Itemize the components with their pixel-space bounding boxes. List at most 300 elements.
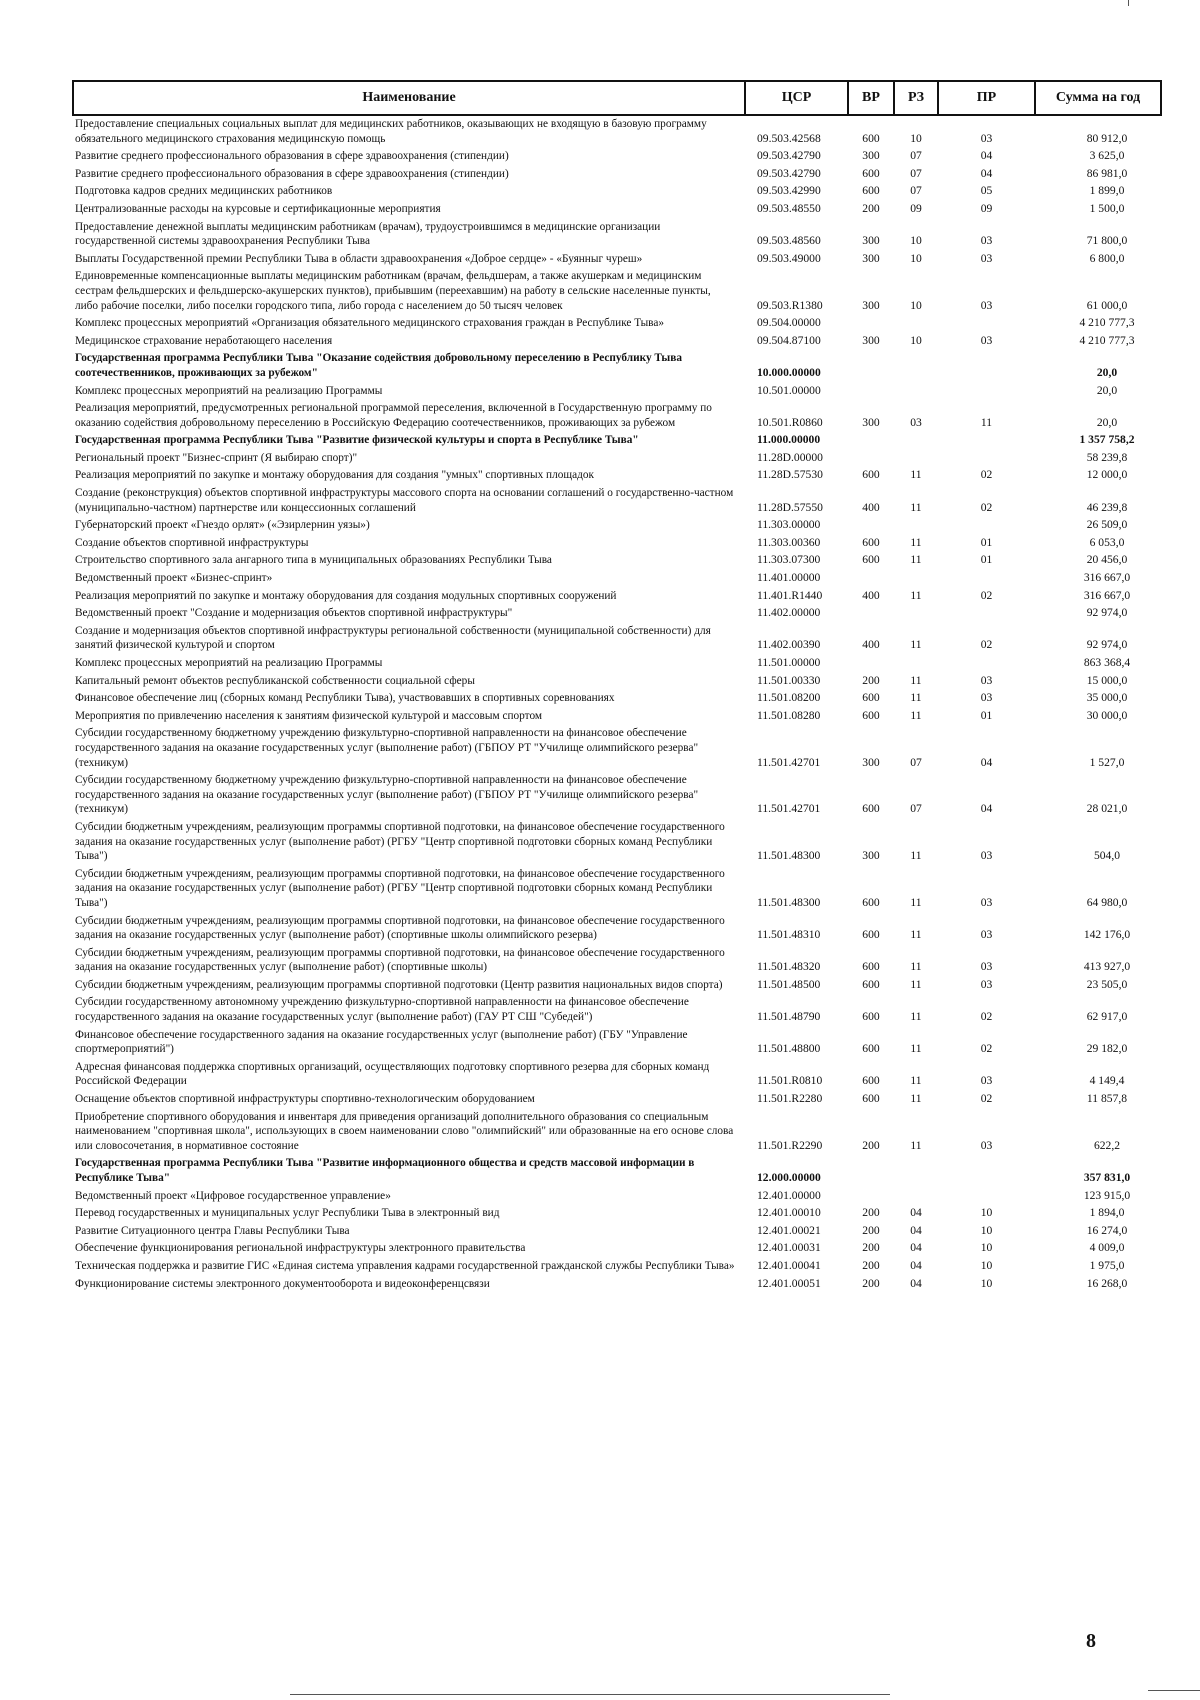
row-rz: 04 [910, 1276, 922, 1290]
row-pr: 01 [980, 535, 993, 549]
table-row [73, 1027, 1161, 1059]
row-name: Комплекс процессных мероприятий на реализацию Программы [75, 657, 383, 669]
table-row [73, 450, 1161, 468]
row-name: Государственная программа Республики Тыва "Развитие информационного общества и средств массовой информации в Республике Тыва" [75, 1157, 695, 1184]
table-row [73, 1240, 1161, 1258]
header-rz: РЗ [894, 81, 938, 115]
row-sum: 1 975,0 [1089, 1258, 1125, 1272]
row-rz [894, 1155, 938, 1187]
row-vr: 600 [862, 928, 880, 942]
row-csr: 09.503.42568 [757, 131, 821, 145]
table-row [73, 1258, 1161, 1276]
row-name: Развитие среднего профессионального образования в сфере здравоохранения (стипендии) [75, 167, 509, 180]
table-row [73, 913, 1161, 945]
table-row [73, 201, 1161, 219]
header-name: Наименование [73, 81, 745, 115]
row-csr: 11.402.00390 [757, 638, 821, 652]
row-sum: 64 980,0 [1086, 895, 1128, 909]
table-row [73, 1109, 1161, 1156]
row-name: Субсидии бюджетным учреждениям, реализующим программы спортивной подготовки, на финансовое обеспечение государственного задания на оказание государственных услуг (выполнение работ) (спортивные школы олимпийского резерва) [75, 914, 725, 942]
row-name: Субсидии бюджетным учреждениям, реализующим программы спортивной подготовки, на финансовое обеспечение государственного задания на оказание государственных услуг (выполнение работ) (РГБУ "Центр спортивной подготовки сборных команд Республики Тыва") [75, 820, 725, 863]
table-row [73, 219, 1161, 251]
row-pr: 02 [980, 588, 993, 602]
table-row [73, 1155, 1161, 1187]
row-name: Комплекс процессных мероприятий на реализацию Программы [75, 384, 383, 397]
row-sum: 62 917,0 [1086, 1010, 1128, 1024]
row-rz [894, 350, 938, 382]
row-pr: 04 [980, 755, 993, 769]
row-csr: 09.503.49000 [757, 251, 821, 265]
row-rz [894, 655, 938, 673]
row-sum: 1 500,0 [1089, 201, 1125, 215]
row-pr [938, 315, 1035, 333]
row-pr: 03 [980, 333, 993, 347]
row-vr: 300 [862, 755, 880, 769]
row-name: Медицинское страхование неработающего населения [75, 334, 333, 347]
row-csr: 11.28D.00000 [757, 450, 823, 464]
row-csr: 11.501.42701 [757, 755, 821, 769]
row-sum: 92 974,0 [1086, 606, 1128, 620]
row-vr [848, 450, 894, 468]
row-name: Субсидии государственному автономному учреждению физкультурно-спортивной направленности на финансовое обеспечение государственного задания на оказание государственных услуг (выполнение работ) (ГАУ РТ СШ "Субедей") [75, 996, 689, 1024]
row-csr: 11.501.08280 [757, 708, 821, 722]
row-csr: 11.501.48500 [757, 977, 821, 991]
row-pr: 02 [980, 1010, 993, 1024]
budget-table [72, 80, 1162, 1293]
row-name: Строительство спортивного зала ангарного типа в муниципальных образованиях Республики Тыва [75, 554, 552, 567]
row-csr: 09.503.48560 [757, 234, 821, 248]
row-csr: 11.501.48800 [757, 1042, 821, 1056]
table-row [73, 1276, 1161, 1294]
row-pr: 10 [980, 1276, 993, 1290]
table-row [73, 517, 1161, 535]
row-name: Адресная финансовая поддержка спортивных организаций, осуществляющих подготовку спортивного резерва для сборных команд Российской Федерации [75, 1060, 710, 1088]
row-sum: 357 831,0 [1083, 1171, 1131, 1184]
row-vr [848, 383, 894, 401]
row-sum: 92 974,0 [1086, 638, 1128, 652]
row-vr: 300 [862, 234, 880, 248]
row-vr [848, 1188, 894, 1206]
row-rz: 11 [910, 535, 922, 549]
row-pr: 03 [980, 673, 993, 687]
row-sum: 16 268,0 [1086, 1276, 1128, 1290]
row-pr [938, 432, 1035, 450]
row-pr [938, 655, 1035, 673]
row-name: Государственная программа Республики Тыва "Оказание содействия добровольному переселению в Республику Тыва соотечественников, проживающих за рубежом" [75, 352, 682, 379]
row-vr: 200 [862, 1138, 880, 1152]
row-sum: 20,0 [1096, 415, 1118, 429]
row-name: Оснащение объектов спортивной инфраструктуры спортивно-технологическим оборудованием [75, 1093, 535, 1106]
row-vr: 600 [862, 1042, 880, 1056]
row-name: Предоставление денежной выплаты медицинским работникам (врачам), трудоустроившимся в медицинские организации государственной системы здравоохранения Республики Тыва [75, 220, 661, 248]
row-name: Подготовка кадров средних медицинских работников [75, 185, 333, 198]
table-row [73, 383, 1161, 401]
row-rz: 03 [910, 415, 922, 429]
row-vr: 600 [862, 1010, 880, 1024]
row-csr: 12.401.00000 [757, 1188, 821, 1202]
table-row [73, 708, 1161, 726]
table-row [73, 1091, 1161, 1109]
row-csr: 11.501.48300 [757, 849, 821, 863]
row-sum: 58 239,8 [1086, 450, 1128, 464]
row-csr: 10.501.R0860 [757, 415, 823, 429]
row-csr: 11.501.48320 [757, 960, 821, 974]
scan-artifact-corner [1148, 1690, 1200, 1691]
row-csr: 12.401.00051 [757, 1276, 821, 1290]
row-rz [894, 315, 938, 333]
row-name: Комплекс процессных мероприятий «Организация обязательного медицинского страхования граждан в Республике Тыва» [75, 317, 665, 330]
table-row [73, 623, 1161, 655]
row-pr: 10 [980, 1258, 993, 1272]
row-vr: 400 [862, 588, 880, 602]
table-row [73, 148, 1161, 166]
row-sum: 11 857,8 [1086, 1092, 1128, 1106]
row-sum: 80 912,0 [1086, 131, 1128, 145]
row-rz: 11 [910, 638, 922, 652]
row-sum: 504,0 [1093, 849, 1121, 863]
row-rz: 04 [910, 1241, 922, 1255]
table-header [73, 81, 1161, 115]
row-pr: 05 [980, 184, 993, 198]
row-sum: 4 210 777,3 [1079, 316, 1135, 330]
row-name: Субсидии бюджетным учреждениям, реализующим программы спортивной подготовки (Центр развития национальных видов спорта) [75, 978, 723, 991]
row-csr: 10.000.00000 [757, 365, 821, 379]
row-rz: 11 [910, 849, 922, 863]
table-row [73, 485, 1161, 517]
row-rz: 07 [910, 166, 922, 180]
row-pr: 09 [980, 201, 993, 215]
row-csr: 11.501.08200 [757, 691, 821, 705]
header-pr: ПР [938, 81, 1035, 115]
row-rz [894, 570, 938, 588]
row-csr: 09.504.00000 [757, 316, 821, 330]
table-row [73, 570, 1161, 588]
row-rz: 11 [910, 500, 922, 514]
row-sum: 4 210 777,3 [1079, 333, 1135, 347]
row-name: Региональный проект "Бизнес-спринт (Я выбираю спорт)" [75, 451, 358, 464]
row-name: Выплаты Государственной премии Республики Тыва в области здравоохранения «Доброе сердце» - «Буянныг чуреш» [75, 252, 643, 265]
row-pr: 03 [980, 691, 993, 705]
row-vr [848, 605, 894, 623]
row-pr: 10 [980, 1223, 993, 1237]
table-row [73, 866, 1161, 913]
table-row [73, 819, 1161, 866]
row-sum: 20,0 [1096, 383, 1118, 397]
row-rz: 10 [910, 131, 922, 145]
row-rz [894, 450, 938, 468]
row-csr: 11.501.R0810 [757, 1074, 823, 1088]
row-sum: 71 800,0 [1086, 234, 1128, 248]
row-rz: 11 [910, 553, 922, 567]
row-rz [894, 605, 938, 623]
row-sum: 35 000,0 [1086, 691, 1128, 705]
row-csr: 11.303.00000 [757, 518, 821, 532]
row-sum: 23 505,0 [1086, 977, 1128, 991]
row-csr: 11.501.00330 [757, 673, 821, 687]
row-pr: 03 [980, 928, 993, 942]
row-sum: 30 000,0 [1086, 708, 1128, 722]
row-name: Функционирование системы электронного документооборота и видеоконференцсвязи [75, 1277, 490, 1290]
budget-table-sheet [72, 80, 1160, 1293]
row-vr: 600 [862, 895, 880, 909]
row-pr: 03 [980, 849, 993, 863]
row-rz: 07 [910, 149, 922, 163]
row-sum: 1 527,0 [1089, 755, 1125, 769]
row-name: Субсидии бюджетным учреждениям, реализующим программы спортивной подготовки, на финансовое обеспечение государственного задания на оказание государственных услуг (выполнение работ) (РГБУ "Центр спортивной подготовки сборных команд Республики Тыва") [75, 867, 725, 909]
row-name: Мероприятия по привлечению населения к занятиям физической культурой и массовым спортом [75, 709, 543, 722]
row-name: Реализация мероприятий по закупке и монтажу оборудования для создания модульных спортивных сооружений [75, 589, 617, 602]
row-name: Реализация мероприятий по закупке и монтажу оборудования для создания "умных" спортивных площадок [75, 469, 594, 482]
row-pr: 04 [980, 802, 993, 816]
row-sum: 28 021,0 [1086, 802, 1128, 816]
row-name: Реализация мероприятий, предусмотренных региональной программой переселения, включенной в Государственную программу по оказанию содействия добровольному переселению в Российскую Федерацию соотечественников, проживающих за рубежом [75, 402, 712, 429]
row-csr: 11.303.00360 [757, 535, 821, 549]
row-sum: 20 456,0 [1086, 553, 1128, 567]
row-sum: 123 915,0 [1083, 1188, 1131, 1202]
table-row [73, 315, 1161, 333]
row-pr: 03 [980, 298, 993, 312]
table-row [73, 588, 1161, 606]
row-sum: 6 800,0 [1089, 251, 1125, 265]
row-csr: 12.401.00031 [757, 1241, 821, 1255]
scan-artifact-top [1128, 0, 1129, 6]
row-rz: 10 [910, 298, 922, 312]
row-pr: 11 [980, 415, 993, 429]
row-vr: 600 [862, 1074, 880, 1088]
row-pr: 03 [980, 251, 993, 265]
row-name: Субсидии государственному бюджетному учреждению физкультурно-спортивной направленности на финансовое обеспечение государственного задания на оказание государственных услуг (выполнение работ) (ГБПОУ РТ "Училище олимпийского резерва" (техникум) [75, 727, 699, 769]
row-sum: 1 357 758,2 [1079, 433, 1135, 447]
row-vr: 300 [862, 415, 880, 429]
row-pr [938, 350, 1035, 382]
row-vr [848, 517, 894, 535]
table-row [73, 552, 1161, 570]
row-csr: 11.501.48310 [757, 928, 821, 942]
row-sum: 1 894,0 [1089, 1206, 1125, 1220]
row-csr: 11.501.48790 [757, 1010, 821, 1024]
row-csr: 09.503.42990 [757, 184, 821, 198]
table-row [73, 655, 1161, 673]
row-rz: 04 [910, 1206, 922, 1220]
row-pr: 04 [980, 166, 993, 180]
row-sum: 1 899,0 [1089, 184, 1125, 198]
row-vr: 400 [862, 638, 880, 652]
row-sum: 863 368,4 [1083, 656, 1131, 669]
row-vr: 600 [862, 960, 880, 974]
row-pr: 04 [980, 149, 993, 163]
row-vr: 600 [862, 131, 880, 145]
row-name: Государственная программа Республики Тыва "Развитие физической культуры и спорта в Республике Тыва" [75, 434, 639, 447]
row-rz: 07 [910, 755, 922, 769]
row-name: Централизованные расходы на курсовые и сертификационные мероприятия [75, 202, 441, 215]
row-rz: 11 [910, 708, 922, 722]
row-name: Обеспечение функционирования региональной инфраструктуры электронного правительства [75, 1242, 526, 1255]
row-sum: 413 927,0 [1083, 960, 1131, 974]
row-csr: 11.501.R2290 [757, 1138, 823, 1152]
row-csr: 11.501.00000 [757, 656, 821, 669]
row-name: Предоставление специальных социальных выплат для медицинских работников, оказывающих не входящую в базовую программу обязательного медицинского страхования медицинскую помощь [75, 118, 707, 145]
row-vr: 200 [862, 1206, 880, 1220]
row-sum: 46 239,8 [1086, 500, 1128, 514]
row-sum: 316 667,0 [1083, 571, 1131, 585]
row-rz: 07 [910, 802, 922, 816]
row-vr: 600 [862, 1092, 880, 1106]
row-sum: 12 000,0 [1086, 468, 1128, 482]
row-csr: 09.503.42790 [757, 166, 821, 180]
row-vr: 600 [862, 802, 880, 816]
row-sum: 86 981,0 [1086, 166, 1128, 180]
row-name: Единовременные компенсационные выплаты медицинским работникам (врачам, фельдшерам, а также акушеркам и медицинским сестрам фельдшерских и фельдшерско-акушерских пунктов), прибывшим (переехавшим) на работу в сельские населенные пункты, либо рабочие поселки, либо поселки городского типа, либо города с населением до 50 тысяч человек [75, 270, 711, 312]
row-pr: 03 [980, 977, 993, 991]
row-pr [938, 570, 1035, 588]
row-csr: 12.401.00010 [757, 1206, 821, 1220]
row-pr [938, 383, 1035, 401]
row-vr: 300 [862, 849, 880, 863]
row-vr: 300 [862, 149, 880, 163]
row-pr [938, 605, 1035, 623]
row-pr: 10 [980, 1241, 993, 1255]
row-vr: 600 [862, 184, 880, 198]
row-vr [848, 655, 894, 673]
row-name: Создание (реконструкция) объектов спортивной инфраструктуры массового спорта на основании соглашений о государственно-частном (муниципально-частном) партнерстве или концессионных соглашений [75, 487, 734, 514]
row-sum: 29 182,0 [1086, 1042, 1128, 1056]
row-vr [848, 1155, 894, 1187]
table-body [73, 115, 1161, 1293]
table-row [73, 725, 1161, 772]
row-name: Развитие Ситуационного центра Главы Республики Тыва [75, 1224, 350, 1237]
row-pr: 02 [980, 1042, 993, 1056]
row-name: Приобретение спортивного оборудования и инвентаря для приведения организаций дополнительного образования со специальным наименованием "спортивная школа", использующих в своем наименовании слово "олимпийский" или образованные на его основе слова или словосочетания, в нормативное состояние [75, 1110, 734, 1152]
row-pr: 03 [980, 131, 993, 145]
row-name: Финансовое обеспечение государственного задания на оказание государственных услуг (выполнение работ) (ГБУ "Управление спортмероприятий") [75, 1028, 688, 1056]
row-vr: 300 [862, 251, 880, 265]
row-csr: 10.501.00000 [757, 383, 821, 397]
table-row [73, 333, 1161, 351]
row-name: Развитие среднего профессионального образования в сфере здравоохранения (стипендии) [75, 150, 509, 163]
table-row [73, 166, 1161, 184]
page-number: 8 [1086, 1630, 1096, 1652]
row-rz: 11 [910, 977, 922, 991]
row-pr: 02 [980, 500, 993, 514]
row-rz: 07 [910, 184, 922, 198]
row-pr [938, 517, 1035, 535]
table-row [73, 690, 1161, 708]
row-csr: 11.28D.57530 [757, 468, 823, 482]
row-rz: 11 [910, 1074, 922, 1088]
row-csr: 11.303.07300 [757, 553, 821, 567]
row-vr: 200 [862, 201, 880, 215]
row-rz: 09 [910, 201, 922, 215]
row-csr: 11.402.00000 [757, 606, 821, 620]
row-name: Субсидии бюджетным учреждениям, реализующим программы спортивной подготовки, на финансовое обеспечение государственного задания на оказание государственных услуг (выполнение работ) (спортивные школы) [75, 946, 725, 974]
row-rz: 11 [910, 691, 922, 705]
row-rz [894, 383, 938, 401]
row-csr: 12.401.00021 [757, 1223, 821, 1237]
row-rz [894, 1188, 938, 1206]
row-vr [848, 315, 894, 333]
table-row [73, 994, 1161, 1026]
row-vr: 600 [862, 708, 880, 722]
table-row [73, 350, 1161, 382]
scan-artifact-bottom [290, 1694, 890, 1695]
row-rz: 04 [910, 1258, 922, 1272]
row-pr: 10 [980, 1206, 993, 1220]
table-row [73, 432, 1161, 450]
row-rz: 10 [910, 234, 922, 248]
row-name: Ведомственный проект «Бизнес-спринт» [75, 572, 273, 585]
row-csr: 09.503.R1380 [757, 298, 823, 312]
header-vr: ВР [848, 81, 894, 115]
row-name: Создание объектов спортивной инфраструктуры [75, 536, 309, 549]
row-pr [938, 1188, 1035, 1206]
table-row [73, 1188, 1161, 1206]
table-row [73, 467, 1161, 485]
row-pr: 03 [980, 895, 993, 909]
row-vr [848, 432, 894, 450]
row-pr: 02 [980, 1092, 993, 1106]
row-sum: 4 009,0 [1089, 1241, 1125, 1255]
row-vr: 400 [862, 500, 880, 514]
row-rz [894, 517, 938, 535]
row-sum: 4 149,4 [1089, 1074, 1125, 1088]
row-sum: 316 667,0 [1083, 588, 1131, 602]
row-name: Техническая поддержка и развитие ГИС «Единая система управления кадрами государственной гражданской службы Республики Тыва» [75, 1259, 735, 1272]
row-vr: 200 [862, 1241, 880, 1255]
header-sum: Сумма на год [1035, 81, 1161, 115]
row-sum: 3 625,0 [1089, 149, 1125, 163]
row-pr [938, 450, 1035, 468]
row-rz [894, 432, 938, 450]
row-csr: 09.504.87100 [757, 333, 821, 347]
row-csr: 09.503.48550 [757, 201, 821, 215]
table-row [73, 673, 1161, 691]
row-name: Финансовое обеспечение лиц (сборных команд Республики Тыва), участвовавших в спортивных соревнованиях [75, 692, 615, 705]
row-csr: 11.401.R1440 [757, 588, 823, 602]
row-vr: 600 [862, 977, 880, 991]
row-csr: 11.28D.57550 [757, 500, 823, 514]
row-csr: 12.000.00000 [757, 1171, 821, 1184]
row-rz: 11 [910, 1092, 922, 1106]
row-name: Ведомственный проект "Создание и модернизация объектов спортивной инфраструктуры" [75, 607, 513, 620]
row-rz: 10 [910, 251, 922, 265]
table-row [73, 115, 1161, 148]
table-row [73, 1059, 1161, 1091]
row-name: Создание и модернизация объектов спортивной инфраструктуры региональной собственности (муниципальной собственности) для занятий физической культурой и спортом [75, 624, 711, 652]
header-csr: ЦСР [745, 81, 848, 115]
row-name: Капитальный ремонт объектов республиканской собственности социальной сферы [75, 674, 475, 687]
row-rz: 11 [910, 588, 922, 602]
row-pr [938, 1155, 1035, 1187]
row-sum: 26 509,0 [1086, 518, 1128, 532]
row-sum: 61 000,0 [1086, 298, 1128, 312]
row-vr: 200 [862, 673, 880, 687]
table-row [73, 605, 1161, 623]
row-pr: 01 [980, 553, 993, 567]
row-sum: 6 053,0 [1089, 535, 1125, 549]
row-vr [848, 570, 894, 588]
table-row [73, 535, 1161, 553]
row-pr: 03 [980, 234, 993, 248]
row-sum: 142 176,0 [1083, 928, 1131, 942]
row-vr: 600 [862, 691, 880, 705]
row-csr: 11.000.00000 [757, 433, 821, 447]
table-row [73, 977, 1161, 995]
row-pr: 02 [980, 638, 993, 652]
row-rz: 11 [910, 1042, 922, 1056]
row-vr: 200 [862, 1258, 880, 1272]
row-vr [848, 350, 894, 382]
row-vr: 200 [862, 1276, 880, 1290]
